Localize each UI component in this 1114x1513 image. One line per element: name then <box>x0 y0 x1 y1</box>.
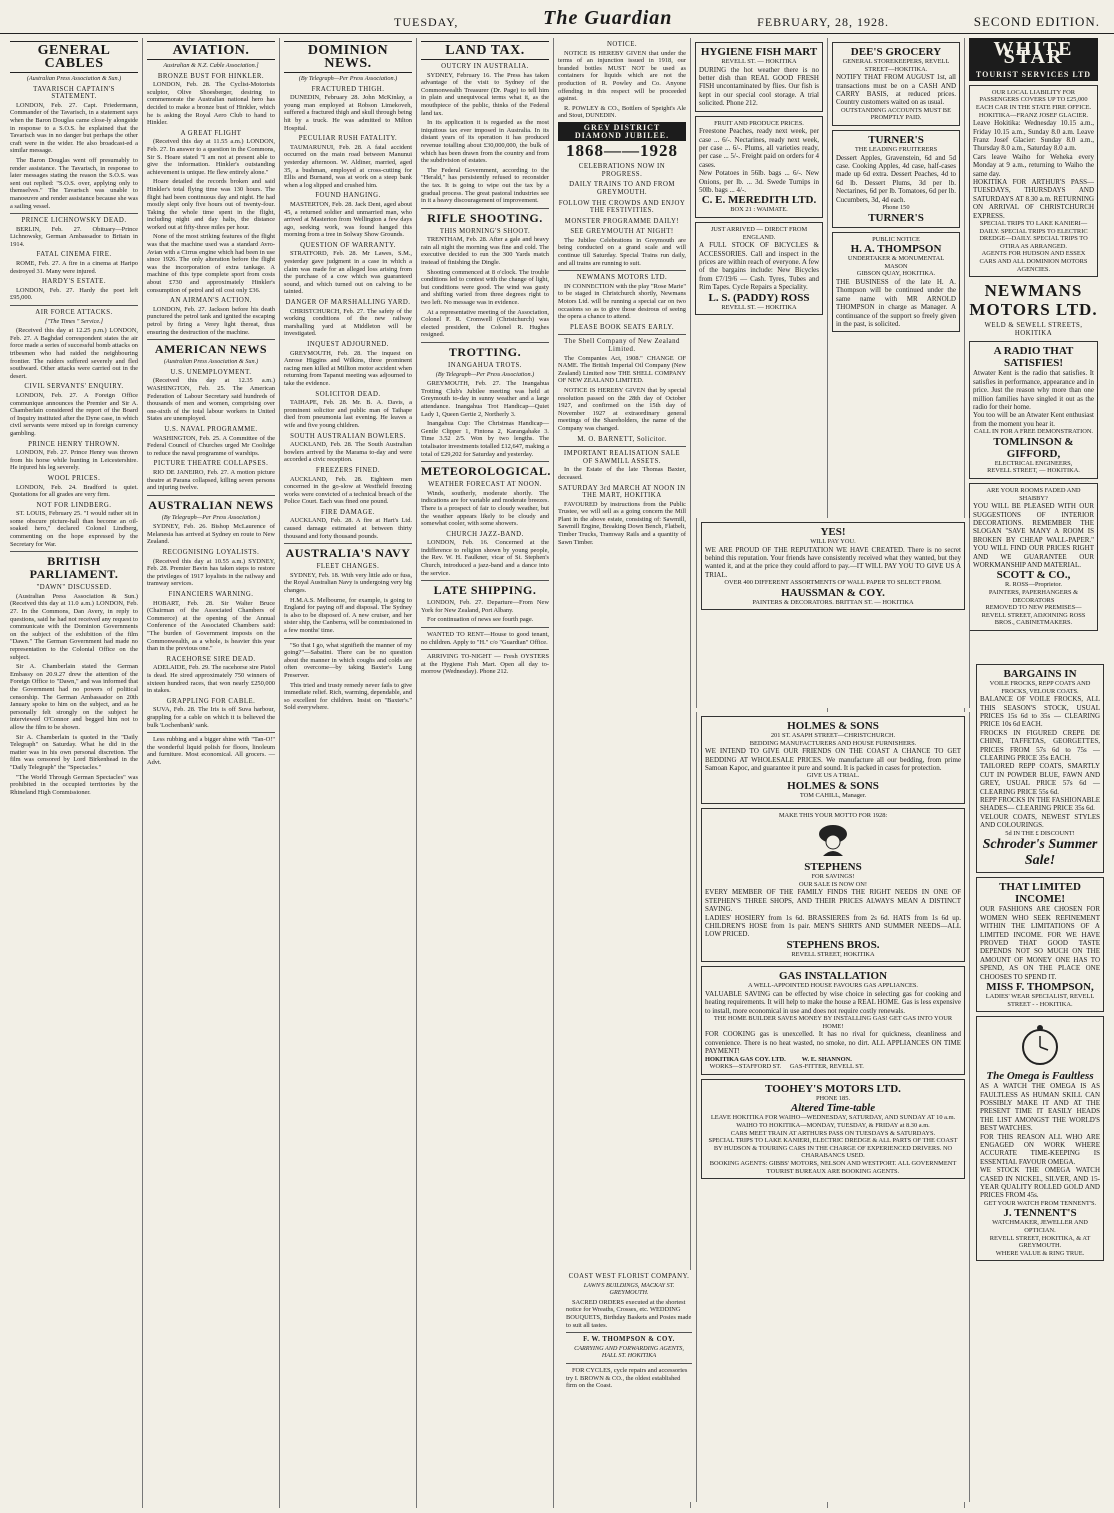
headline: INQUEST ADJOURNED. <box>307 341 389 348</box>
advert-text: "So that I go, what signifieth the manner of my going?"—Sabatini. There can be no question about the manner in which coughs and colds are often overcome—by taking Baxter's Lung Preserver. <box>284 641 412 679</box>
credit: ["The Times " Service.] <box>44 317 104 325</box>
article-text: TAIHAPE, Feb. 28. Mr. B. A. Davis, a prominent solicitor and public man of Taihape died from pneumonia last evening. He leaves a wife and five young children. <box>284 399 412 429</box>
advert-subtitle: PAINTERS, PAPERHANGERS & DECORATORS <box>988 589 1079 604</box>
advert-title: F. W. THOMPSON & COY. <box>583 1336 675 1344</box>
advert-body: BALANCE OF VOILE FROCKS, ALL THIS SEASON'S STOCK, USUAL PRICES 15s 6d to 35s — CLEARING PRICE 10s 6d EACH. <box>980 695 1100 729</box>
advert-body: Dessert Apples, Gravenstein, 6d and 5d case. Cooking Apples, 4d case, half-cases made up 6d extra. Dessert Peaches, 4d to 6d lb. Dessert Plums, 3d per lb. Nectarines, 6d per lb. Tomatoes, 6d per lb. Cucumbers, 3d, 4d each. <box>836 153 956 204</box>
advert-body: You too will be an Atwater Kent enthusiast from the moment you hear it. <box>973 411 1094 428</box>
advert-subtitle: WORKS—STAFFORD ST. <box>709 1063 782 1071</box>
advert-subtitle: A WELL-APPOINTED HOUSE FAVOURS GAS APPLIANCES. <box>747 982 919 990</box>
article-text: Inangahua Cup: The Christmas Handicap—Gentle Clipper 1, Fintona 2, Karangahake 3. Time 3.52 2/5. Won by two lengths. The totalisator investments totalled £12,647, making a total of £29,202 for Saturday and yesterday. <box>421 420 549 458</box>
advert-title: THAT LIMITED INCOME! <box>999 881 1081 906</box>
advert-subtitle: REMOVED TO NEW PREMISES— REVELL STREET, ADJOINING ROSS BROS., CABINETMAKERS. <box>981 604 1086 627</box>
advert-body: AGENTS FOR HUDSON AND ESSEX CARS AND ALL DOMINION MOTORS AGENCIES. <box>979 250 1088 273</box>
white-star-subtitle: TOURIST SERVICES LTD <box>969 69 1098 81</box>
notice-text: FAVOURED by instructions from the Public Trustee, we will sell as a going concern the Mill Plant in the above estate, consisting of: Sawmill, Sawmill Engine, Breaking Down Bench, Flatbelt, Timber Trucks, Tramway Rails and a quantity of Sawn Timber. <box>558 500 686 546</box>
advert-subtitle: REVELL STREET, HOKITIKA, & AT GREYMOUTH. <box>989 1234 1091 1250</box>
advert-call-to-action: CALL IN FOR A FREE DEMONSTRATION. <box>973 428 1094 436</box>
article-text: SYDNEY, Feb. 26. Bishop McLaurence of Melanesia has arrived at Sydney en route to New Zealand. <box>147 523 275 546</box>
advert-call-to-action: GET YOUR WATCH FROM TENNENT'S. <box>983 1199 1097 1207</box>
masthead-edition: SECOND EDITION. <box>973 14 1100 29</box>
advert-body: HOKITIKA FOR ARTHUR'S PASS—TUESDAYS, THURSDAYS AND SATURDAYS AT 8.30 a.m. RETURNING ON ARRIVAL OF CHRISTCHURCH EXPRESS. <box>973 178 1094 220</box>
article-text: Shooting commenced at 8 o'clock. The trouble conditions led to contest with the change of light, but conditions were good. The wind was gusty and shifting varied from three degrees right to two left. No message was in evidence. <box>421 268 549 307</box>
section-title: BRITISH PARLIAMENT. <box>29 554 119 582</box>
article-text: LONDON, Feb. 27. Capt. Friedermann, Commander of the Tavarisch, in a statement says when the Baron Douglas came close-ly alongside in response to a S.O.S. he explained that the Tavarisch was in no danger but perhaps the other craft were in the wider. He also broadcast-ed a similar message. <box>10 101 138 155</box>
advert-gas-installation <box>701 966 965 1074</box>
headline: IMPORTANT REALISATION SALE OF SAWMILL ASSETS. <box>563 450 681 465</box>
headline: PICTURE THEATRE COLLAPSES. <box>153 460 269 468</box>
advert-body: WE STOCK THE OMEGA WATCH CASED IN NICKEL, SILVER, AND 15-YEAR QUALITY ROLLED GOLD AND PRICES FROM 45s. <box>980 1166 1100 1200</box>
advert-title: HYGIENE FISH MART <box>700 46 818 58</box>
article-text: WASHINGTON, Feb. 25. A Committee of the Federal Council of Churches urged Mr Coolidge to reduce the naval programme of warships. <box>147 434 275 457</box>
advert-title: Schroder's Summer Sale! <box>982 837 1098 869</box>
headline: BRONZE BUST FOR HINKLER. <box>157 72 265 80</box>
advert-haussman <box>701 522 965 610</box>
jubilee-banner: GREY DISTRICT DIAMOND JUBILEE. <box>558 122 686 141</box>
advert-motto: MAKE THIS YOUR MOTTO FOR 1928: <box>778 811 888 819</box>
advert-subtitle: THE LEADING FRUITERERS <box>854 146 938 153</box>
advert-signature: W. E. SHANNON. <box>801 1055 852 1063</box>
headline: QUESTION OF WARRANTY. <box>300 241 396 249</box>
headline: FRACTURED THIGH. <box>311 85 385 93</box>
gas-signatures <box>705 1056 961 1071</box>
headline: TAVARISCH CAPTAIN'S STATEMENT. <box>33 85 115 101</box>
article-text: LONDON, Feb. 27. Departure—From New York for New Zealand, Port Albany. <box>421 599 549 614</box>
headline: INANGAHUA TROTS. <box>448 362 522 369</box>
headline: U.S. NAVAL PROGRAMME. <box>164 425 258 433</box>
advert-timetable: LEAVE HOKITIKA FOR WAIHO—WEDNESDAY, SATURDAY, AND SUNDAY AT 10 a.m. <box>710 1114 956 1122</box>
article-text: For continuation of news see fourth page. <box>427 616 534 624</box>
advert-title: FRUIT AND PRODUCE PRICES. <box>714 119 804 127</box>
advert-bicycles <box>695 222 823 315</box>
headline: SOLICITOR DEAD. <box>315 390 381 398</box>
column-dominion-news <box>280 38 417 1508</box>
column-land-tax <box>417 38 554 1508</box>
column-right-adverts <box>972 660 1108 1502</box>
article-text: LONDON, Feb. 28. The Cyclist-Motorists sculptor, Olive Shoesberger, desiring to commemorate the Australian national hero has decided to make a bronze bust of Hinkler, which he is asking the Royal Aero Club to hand to Hinkler. <box>147 81 275 127</box>
advert-body: DURING the hot weather there is no better dish than REAL GOOD FRESH FISH uncontaminated by flies. Our fish is kept in our special cool storage. A trial solicited. Phone 212. <box>699 65 819 108</box>
advert-subtitle: BOX 21 : WAIMATE. <box>730 206 788 214</box>
advert-call-to-action: GIVE US A TRIAL. <box>806 772 860 780</box>
advert-stephens <box>701 808 965 963</box>
advert-signature: HOLMES & SONS <box>787 780 879 792</box>
advert-text: Less rubbing and a bigger shine with "Tan-O!" the wonderful liquid polish for floors, linoleum and furniture. Most economical. All grocers. —Advt. <box>147 736 275 766</box>
headline: NOT FOR LINDBERG. <box>36 501 112 509</box>
headline: AIR FORCE ATTACKS. <box>35 309 113 317</box>
advert-dees-grocery <box>832 42 960 126</box>
advert-tooheys-motors <box>701 1079 965 1179</box>
article-text: LONDON, Feb. 27. Hardy the poet left £95,000. <box>10 286 138 302</box>
section-title: AUSTRALIA'S NAVY <box>285 546 411 561</box>
advert-body: LADIES' HOSIERY from 1s 6d. BRASSIERES from 2s 6d. HATS from 1s 6d up. CHILDREN'S HOSE from 1s pair. MEN'S SHIRTS AND SUMMER NEEDS—ALL LOW PRICED. <box>705 913 961 939</box>
credit: (By Telegraph—Per Press Association.) <box>298 75 398 82</box>
article-text: LONDON, Feb. 27. Jackson before his death punctured the petrol tank and ignited the escaping petrol by firing a Verey light thereat, thus ensuring the destruction of the machine. <box>147 305 275 336</box>
advert-body: VALUABLE SAVING can be effected by wise choice in selecting gas for cooking and heating requirements. It will help to make the house a REAL HOME. Gas is less expensive to install, more economical in use and does not require costly renewals. <box>705 990 961 1015</box>
advert-title: TURNER'S <box>868 134 924 146</box>
advert-body: EVERY MEMBER OF THE FAMILY FINDS THE RIGHT NEEDS IN ONE OF STEPHEN'S THREE SHOPS, AND THEIR PRICES ALWAYS MEAN A DISTINCT SAVING. <box>705 888 961 914</box>
article-text: AUCKLAND, Feb. 28. The South Australian bowlers arrived by the Marama to-day and were accorded a civic reception. <box>284 441 412 464</box>
advert-title: A RADIO THAT SATISFIES! <box>993 345 1074 370</box>
advert-subtitle: GENERAL STOREKEEPERS, REVELL STREET—HOKITIKA. <box>842 58 950 73</box>
advert-subtitle: WATCHMAKER, JEWELLER AND OPTICIAN. <box>992 1219 1088 1234</box>
article-text: CHRISTCHURCH, Feb. 27. The safety of the working conditions of the new railway marshalling yard at Middleton will be investigated. <box>284 307 412 338</box>
advert-phone: Phone 150 <box>882 204 910 212</box>
advert-body: Freestone Peaches, ready next week, per case ... 6/-. Nectarines, ready next week, per case ... 6/-. Plums, all varieties ready, per case ... 5/-. Freight paid on orders for 4 cases. <box>699 127 819 169</box>
advert-body: Cars leave Waiho for Weheka every Monday at 9 a.m., returning to Waiho the same day. <box>973 152 1094 178</box>
advert-body: FOR CYCLES, cycle repairs and accessories try I. BROWN & CO., the oldest established firm on the Coast. <box>566 1366 688 1390</box>
article-text: (Received this day at 11.55 a.m.) LONDON, Feb. 27. In answer to a question in the Commons, Sir S. Hoare stated "I am not at present able to give the information. Hinkler's outstanding achievement is unique. He flew entirely alone." <box>147 138 275 176</box>
advert-subtitle: WILL PAY YOU. <box>810 538 856 545</box>
advert-body: THE BUSINESS of the late H. A. Thompson will be continued under the same name with MR ARNOLD THOMPSON in charge as Manager. A continuance of the support so freely given in the past, is solicited. <box>836 278 956 329</box>
masthead-title: The Guardian <box>543 7 673 29</box>
advert-timetable: CARS MEET TRAIN AT ARTHURS PASS ON TUESDAYS & SATURDAYS. <box>730 1129 936 1137</box>
advert-title: DEE'S GROCERY <box>850 46 942 58</box>
article-text: AUCKLAND, Feb. 28. A fire at Hart's Ltd. caused damage estimated at between thirty thousand and forty thousand pounds. <box>284 517 412 540</box>
column-aviation <box>143 38 280 1508</box>
headline: The Shell Company of New Zealand Limited. <box>564 338 680 353</box>
headline: A GREAT FLIGHT <box>180 129 242 137</box>
article-text: Winds, southerly, moderate shortly. The indications are for variable and moderate breezes. There is a prospect of fair to cloudy weather, but the weather appears likely to be cloudy and somewhat cooler, with some showers. <box>421 489 549 528</box>
white-star-logo: WHITE STAR <box>969 38 1098 69</box>
classified-ad: ARRIVING TO-NIGHT — Fresh OYSTERS at the Hygiene Fish Mart. Open all day to-morrow (Wednesday). Phone 212. <box>421 653 549 676</box>
lady-hat-icon <box>705 822 961 858</box>
advert-body: OUR FASHIONS ARE CHOSEN FOR WOMEN WHO SEEK REFINEMENT WITHIN THE LIMITATIONS OF A LIMITED INCOME. FOR WE HAVE PROVED THAT GOOD TASTE DEPENDS NOT SO MUCH ON THE AMOUNT OF MONEY ONE HAS TO SPEND, AS ON THE PLACE ONE CHOOSES TO SPEND IT. <box>980 905 1100 981</box>
advert-signature: HOKITIKA GAS COY. LTD. <box>705 1055 786 1063</box>
advert-slogan: WHERE VALUE & RING TRUE. <box>995 1249 1085 1257</box>
advert-title: SCOTT & CO., <box>996 569 1071 582</box>
advert-title: YES! <box>820 526 846 538</box>
notice-line: PLEASE BOOK SEATS EARLY. <box>569 323 675 331</box>
masthead <box>0 0 1114 34</box>
article-text: TAUMARUNUI, Feb. 28. A fatal accident occurred on the main road between Manunui yesterday afternoon. W. Aldiner, married, aged 35, a bushman, employed at cross-cutting for Ellis and Burnand, was at work on a steep bank when a log slipped and crushed him. <box>284 143 412 189</box>
section-title: LATE SHIPPING. <box>433 583 537 598</box>
article-text: RIO DE JANEIRO, Feb. 27. A motion picture theatre at Parana collapsed, killing seven persons and injuring twelve. <box>147 468 275 492</box>
advert-signature: L. S. (PADDY) ROSS <box>708 291 810 304</box>
advert-signature: TOMLINSON & GIFFORD, <box>993 435 1074 460</box>
section-title: LAND TAX. <box>421 41 549 60</box>
article-text: LONDON, Feb. 16. Concerned at the indifference to religion shown by young people, the Rev. W. H. Faulkner, vicar of St. Stephen's Church, introduced a jazz-band and a dance into the service. <box>421 539 549 577</box>
advert-subtitle: GAS-FITTER, REVELL ST. <box>789 1063 864 1071</box>
headline: PRINCE HENRY THROWN. <box>28 440 120 448</box>
advert-ha-thompson <box>832 232 960 333</box>
advert-subtitle: Altered Time-table <box>790 1102 876 1115</box>
advert-subtitle: BEDDING MANUFACTURERS AND HOUSE FURNISHERS. <box>749 739 917 747</box>
section-title: GENERAL CABLES <box>10 41 138 73</box>
headline: CIVIL SERVANTS' ENQUIRY. <box>24 383 124 391</box>
advert-subtitle: GIBSON QUAY, HOKITIKA. <box>856 270 936 278</box>
article-text: TRENTHAM, Feb. 28. After a gale and heavy rain all night the morning was fine and cold. The executive decided to run the 300 Yards match instead of finishing the Dingle. <box>421 236 549 267</box>
advert-question: ARE YOUR ROOMS FADED AND SHABBY? <box>986 487 1081 502</box>
advert-title: GAS INSTALLATION <box>778 970 888 983</box>
jubilee-line: SEE GREYMOUTH AT NIGHT! <box>570 228 674 236</box>
advert-title: BARGAINS IN <box>1003 668 1077 680</box>
advert-title: TURNER'S <box>868 211 924 224</box>
advert-heading: PUBLIC NOTICE <box>872 235 920 243</box>
advert-body: FROCKS IN FIGURED CREPE DE CHINE, TAFFETAS, GEORGETTES, PRICES FROM 57s 6d to 75s — CLEARING PRICE 35s EACH. <box>980 728 1100 763</box>
notice-text: IN CONNECTION with the play "Rose Marie" to be staged in Christchurch shortly, Newmans Motors Ltd. will be running a special car on two occasions so as to give those desirous of seeing the opera a chance to attend. <box>558 282 686 321</box>
credit: (Australian Press Association & Sun.) <box>26 75 122 82</box>
article-text: AUCKLAND, Feb. 28. Eighteen men concerned in the go-slow at Westfield freezing works were convicted of a technical breach of the Police Court. Each was fined one pound. <box>284 475 412 506</box>
advert-body: REPP FROCKS IN THE FASHIONABLE SHADES— CLEARING PRICE 35s 6d. <box>980 796 1100 813</box>
advert-phone: PHONE 185. <box>815 1094 851 1102</box>
jubilee-line: DAILY TRAINS TO AND FROM GREYMOUTH. <box>569 181 675 196</box>
advert-subtitle: REVELL STREET, — HOKITIKA. <box>987 467 1080 475</box>
advert-body: WE INTEND TO GIVE OUR FRIENDS ON THE COAST A CHANCE TO GET BEDDING AT WHOLESALE PRICES. We manufacture all our bedding, from prime Samoan Kapoc, and guarantee it pure and sound. It is packed in cases for protection. <box>705 747 961 772</box>
article-text: SYDNEY, Feb. 18. With very little ado or fuss, the Royal Australian Navy is undergoing very big changes. <box>284 571 412 595</box>
watch-icon <box>980 1023 1100 1067</box>
advert-body: WE ARE PROUD OF THE REPUTATION WE HAVE CREATED. There is no secret behind this reputation. Your friends have consistently received what they wanted, but they wanted it, and at the price they could afford to pay.—IT WILL PAY YOU TO GIVE US A TRIAL. <box>705 545 961 579</box>
advert-body: A FULL STOCK OF BICYCLES & ACCESSORIES. Call and inspect in the prices are within reach of everyone. A few of the bargains include: New Bicycles from £7/19/6 — Cash. Tyres, Tubes and Rim Tapes. Cycle Repairs a Speciality. <box>699 241 819 292</box>
advert-body: Atwater Kent is the radio that satisfies. It satisfies in performance, appearance and in price. Just the reason why more than one million families have singled it out as the radio for their home. <box>973 369 1094 411</box>
credit: (By Telegraph—Per Press Association.) <box>161 513 261 521</box>
advert-body: NOTIFY THAT FROM AUGUST 1st, all transactions must be on a CASH AND CARRY BASIS, at reduced prices. Country customers waited on as usual. <box>836 73 956 107</box>
advert-title: STEPHENS <box>804 861 862 874</box>
advert-schroders <box>976 664 1104 873</box>
advert-title: NEWMANS MOTORS LTD. <box>969 281 1098 320</box>
advert-subtitle: UNDERTAKER & MONUMENTAL MASON <box>847 255 945 270</box>
article-text: H.M.A.S. Melbourne, for example, is going to England for paying off and disposal. The Sydney is also to be disposed of. A new cruiser, and her sister ship, the Canberra, will be commissioned in a few months' time. <box>284 596 412 634</box>
advert-title: TOOHEY'S MOTORS LTD. <box>765 1082 901 1095</box>
section-title: AMERICAN NEWS <box>154 342 268 357</box>
advert-signature: HAUSSMAN & COY. <box>781 586 885 599</box>
jubilee-line: CELEBRATIONS NOW IN PROGRESS. <box>578 163 666 178</box>
headline: WEATHER FORECAST AT NOON. <box>428 481 542 489</box>
article-text: Sir A. Chamberlain is quoted in the "Daily Telegraph" on Saturday. What he did in the matter was in his own personal discretion. The film was censored by Lord Birkenhead in the "Daily Telegraph" the "Spectacles." <box>10 733 138 771</box>
section-title: DOMINION NEWS. <box>284 41 412 73</box>
advert-timetable: Leave Hokitika: Wednesday 10.15 a.m., Friday 10.15 a.m., Sunday 8.0 a.m. Leave Franz Josef Glacier: Sunday 8.0 a.m., Thursday 8.0 a.m., Saturday 8.0 a.m. <box>973 119 1094 153</box>
article-text: LONDON, Feb. 24. Bradford is quiet. Quotations for all grades are very firm. <box>10 483 138 499</box>
advert-subtitle: FOR SAVINGS! <box>811 873 855 881</box>
notice-heading: NOTICE. <box>606 41 638 48</box>
advert-omega <box>976 1016 1104 1261</box>
article-text: ROME, Feb. 27. A fire in a cinema at Haripo destroyed 31. Many were injured. <box>10 260 138 275</box>
article-text: BERLIN, Feb. 27. Obituary—Prince Lichnowsky, German Ambassador to Britain in 1914. <box>10 225 138 248</box>
column-general-cables <box>6 38 143 1508</box>
advert-subtitle: ELECTRICAL ENGINEERS, <box>994 459 1073 467</box>
headline: DANGER OF MARSHALLING YARD. <box>285 299 411 307</box>
article-text: (Received this day at 10.55 a.m.) SYDNEY, Feb. 28. Premier Bavin has taken steps to restore the privileges of 1917 loyalists in the railway and tramway services. <box>147 557 275 588</box>
jubilee-years: 1868——1928 <box>566 141 678 161</box>
notice-text: The Companies Act, 1908." CHANGE OF NAME. The British Imperial Oil Company (New Zealand) Limited now THE SHELL COMPANY OF NEW ZEALAND LIMITED. <box>558 354 686 385</box>
section-title: AUSTRALIAN NEWS <box>148 497 274 512</box>
advert-body: SPECIAL TRIPS TO LAKE KANIERI, ELECTRIC DREDGE & ALL PARTS OF THE COAST BY HUDSON & TOURING CARS IN THE CHARGE OF EXPERIENCED DRIVERS. NO CHARABANCS USED. <box>708 1137 958 1160</box>
article-text: At a representative meeting of the Association, Colonel F. R. Cromwell (Christchurch) was elected president, the Colonel R. Hughes resigned. <box>421 308 549 339</box>
advert-subtitle: LADIES' WEAR SPECIALIST, REVELL STREET - - HOKITIKA. <box>985 992 1095 1008</box>
advert-route: HOKITIKA—FRANZ JOSEF GLACIER. <box>978 111 1089 119</box>
advert-signature: J. TENNENT'S <box>1003 1207 1077 1220</box>
headline: NEWMANS MOTORS LTD. <box>576 274 668 282</box>
section-title: RIFLE SHOOTING. <box>427 210 543 225</box>
bottom-notices-block <box>562 1270 696 1502</box>
headline: RACEHORSE SIRE DEAD. <box>166 655 256 663</box>
article-text: ADELAIDE, Feb. 29. The racehorse sire Pistol is dead. He sired approximately 750 winners of sixteen hundred races, that won nearly £250,000 in stakes. <box>147 664 275 695</box>
jubilee-text: The Jubilee Celebrations in Greymouth are being conducted on a grand scale and will continue till Saturday. Special Trains run daily, and all trains are running to suit. <box>558 236 686 267</box>
article-text: (Received this day at 12.25 p.m.) LONDON, Feb. 27. A Baghdad correspondent states the air force made a series of successful bomb attacks on tribesmen who had raided the neighbouring frontier. The raiders suffered severely and fled southward. Other attacks were carried out in the desert. <box>10 327 138 380</box>
headline: CHURCH JAZZ-BAND. <box>446 530 524 538</box>
article-text: STRATFORD, Feb. 28. Mr Lawes, S.M., yesterday gave judgment in a case in which a claim was made for an alleged loss arising from the purchase of a cow which was guaranteed sound, and which turned out on calving to be tainted. <box>284 250 412 296</box>
advert-body: OVER 400 DIFFERENT ASSORTMENTS OF WALL PAPER TO SELECT FROM. <box>724 579 942 587</box>
advert-subtitle: TOM CAHILL, Manager. <box>799 792 867 799</box>
article-text: Sir A. Chamberlain stated the German Embassy on 20.9.27 drew the attention of the Foreign Office to "Dawn," and was informed that the Government had no powers of political censorship. The German Ambassador on 20th January spoke to him on the subject, and as he personally felt strongly on the subject he interviewed O'Connor and begged him not to allow the film to be shown. <box>10 663 138 731</box>
advert-body: BOOKING AGENTS: GIBBS' MOTORS, NELSON AND WESTPORT. ALL GOVERNMENT TOURIST BUREAUX ARE BOOKING AGENTS. <box>709 1159 957 1175</box>
jubilee-line: FOLLOW THE CROWDS AND ENJOY THE FESTIVITIES. <box>558 199 686 215</box>
notice-line: SATURDAY 3rd MARCH AT NOON IN THE MART, HOKITIKA <box>558 484 686 500</box>
advert-body: SACRED ORDERS executed at the shortest notice for Wreaths, Crosses, etc. WEDDING BOUQUETS, Birthday Baskets and Posies made to suit all tastes. <box>566 1298 692 1329</box>
article-text: LONDON, Feb. 27. Prince Henry was thrown from his horse while hunting in Leicestershire. He injured his leg severely. <box>10 449 138 472</box>
advert-subtitle: CARRYING AND FORWARDING AGENTS, HALL ST. HOKITIKA <box>574 1344 684 1360</box>
advert-title: The Omega is Faultless <box>986 1070 1094 1083</box>
headline: RECOGNISING LOYALISTS. <box>162 549 260 557</box>
advert-scott-co <box>969 483 1098 631</box>
advert-turners <box>832 130 960 228</box>
article-text: ST. LOUIS, February 25. "I would rather sit in some obscure picture-hall than become an oil-soaked hero," declared Colonel Lindberg, commenting on the hope expressed by the Secretary for War. <box>10 510 138 548</box>
headline: FOUND HANGING. <box>315 192 381 200</box>
headline: U.S. UNEMPLOYMENT. <box>170 368 252 376</box>
headline: SOUTH AUSTRALIAN BOWLERS. <box>290 432 406 440</box>
advert-body: FOR COOKING gas is unexcelled. It has no rival for quickness, cleanliness and convenience. There is no heat wasted, no smoke, no dirt. ALL APPLIANCES ON TIME PAYMENT! <box>705 1030 961 1056</box>
advert-title: COAST WEST FLORIST COMPANY. <box>568 1273 690 1280</box>
article-text: GREYMOUTH, Feb. 27. The Inangahua Trotting Club's Jubilee meeting was held at Greymouth to-day in sunny weather and a large attendance. Inangahua Trot Handicap—Quiet Lady 1, Queen Gertie 2, Northerly 3. <box>421 380 549 418</box>
advert-fruit-produce <box>695 116 823 218</box>
advert-signature: STEPHENS BROS. <box>786 938 880 951</box>
wide-advert-block <box>696 712 970 1502</box>
yes-advert-block <box>696 518 970 708</box>
section-title: TROTTING. <box>448 345 522 359</box>
advert-body: FOR THIS REASON ALL WHO ARE ENGAGED ON WORK WHERE ACCURATE TIME-KEEPING IS ESSENTIAL FAVOUR OMEGA. <box>980 1132 1100 1166</box>
headline: OUTCRY IN AUSTRALIA. <box>441 63 529 70</box>
advert-signature: MISS F. THOMPSON, <box>986 980 1094 993</box>
headline: PECULIAR RUSH FATALITY. <box>298 135 398 143</box>
credit: (By Telegraph—Per Press Association.) <box>435 370 535 378</box>
advert-body: OUR LOCAL LIABILITY FOR PASSENGERS COVERS UP TO £25,000 EACH CAR IN THE STATE FIRE OFFICE. <box>975 88 1092 111</box>
jubilee-line: MONSTER PROGRAMME DAILY! <box>564 217 680 225</box>
headline: GRAPPLING FOR CABLE. <box>166 697 256 705</box>
advert-white-star <box>969 85 1098 277</box>
advert-subtitle: 201 ST. ASAPH STREET—CHRISTCHURCH. <box>770 732 896 739</box>
article-text: "The World Through German Spectacles" was prohibited in the occupied territories by the Rhineland High Commissioner. <box>10 773 138 796</box>
advert-radio <box>969 341 1098 479</box>
notice-text: NOTICE IS HEREBY GIVEN that by special resolution passed on the 28th day of October 1927, and confirmed on the 15th day of November 1927 at extraordinary general meetings of the Shareholders, the name of the Company was changed. <box>558 386 686 432</box>
headline: THIS MORNING'S SHOOT. <box>439 227 531 235</box>
credit: Australian & N.Z. Cable Association.] <box>163 62 259 69</box>
article-text: Hoare detailed the records broken and said Hinkler's total flying time was 130 hours. The flight had been continuous day and night. He had mostly slept only five hours out of twenty-four. Taking the whole time spent in the flight, including night and day halts, the distance worked out at fifty-three miles per hour. <box>147 178 275 231</box>
notice-text: In the Estate of the late Thomas Baxter, deceased. <box>558 466 686 481</box>
advert-subtitle: R. ROSS—Proprietor. <box>1005 581 1062 589</box>
notice-text: NOTICE IS HEREBY GIVEN that under the terms of an injunction issued in 1918, our branded bottles MUST NOT be used as containers for liquids which are not the production of R. Powley and Co. Anyone offending in this respect will be proceeded against. <box>558 49 686 103</box>
section-title: AVIATION. <box>147 41 275 60</box>
article-text: HOBART, Feb. 28. Sir Walter Bruce (Chairman of the Associated Chambers of Commerce) at the opening of the Annual Conference of the Associated Chambers said: "The burden of Government imposts on the Commonwealth, as a whole, is heavier this year than in the previous one." <box>147 599 275 653</box>
article-text: MASTERTON, Feb. 28. Jack Dent, aged about 45, a returned soldier and unmarried man, who arrived at Masterton from Wellington a few days ago, seeking work, was found hanged this morning from a tree in Solway Show Grounds. <box>284 200 412 239</box>
headline: HARDY'S ESTATE. <box>41 278 107 286</box>
advert-timetable: WAIHO TO HOKITIKA—MONDAY, TUESDAY, & FRIDAY at 8.30 a.m. <box>736 1122 930 1129</box>
article-text: (Received this day at 12.35 a.m.) WASHINGTON, Feb. 25. The American Federation of Labour Secretary said hundreds of thousands of men and women, comprising over one-sixth of the total labour workers in United States are unemployed. <box>147 377 275 423</box>
advert-discount: 5d IN THE £ DISCOUNT! <box>1005 829 1075 837</box>
article-text: (Australian Press Association & Sun.) (Received this day at 11.0 a.m.) LONDON, Feb. 27. In the Commons, Dan Avery, in reply to questions, said he had not received any request to communicate with the Dominion Governments on the subject of the exhibition of the film "Dawn." The German Government had made no representation to the Colonial Office on the subject. <box>10 592 138 661</box>
advert-body: OUTSTANDING ACCOUNTS MUST BE PROMPTLY PAID. <box>841 106 951 122</box>
advert-body: New Potatoes in 56lb. bags ... 6/-. New Onions, per lb. ... 3d. Swede Turnips in 50lb. bags ... 4/-. <box>699 169 819 195</box>
advert-subtitle: LAWN'S BUILDINGS, MACKAY ST. GREYMOUTH. <box>583 1281 675 1297</box>
advert-body: YOU WILL BE PLEASED WITH OUR SUGGESTIONS OF INTERIOR DECORATIONS. REMEMBER THE SLOGAN "SAVE MANY A ROOM IS BROKEN BY CHEAP WALL-PAPER." YOU WILL FIND OUR PRICES RIGHT AND WE GUARANTEE OUR WORKMANSHIP AND MATERIAL. <box>973 502 1094 570</box>
advert-title: H. A. THOMPSON <box>850 243 942 256</box>
advert-body: THE HOME BUILDER SAVES MONEY BY INSTALLING GAS! GET GAS INTO YOUR HOME! <box>713 1015 953 1030</box>
headline: PRINCE LICHNOWSKY DEAD. <box>21 217 127 225</box>
classified-ad: WANTED TO RENT—House to good tenant, no children. Apply to "H." c/o "Guardian" Office. <box>421 631 549 646</box>
advert-title: HOLMES & SONS <box>787 720 879 732</box>
article-text: GREYMOUTH, Feb. 28. The inquest on Anrose Higgins and Wilkins, three prominent racing men killed at Millton motor accident when returning from Tapanui meeting was adjourned to take the evidence. <box>284 349 412 387</box>
headline: FINANCIERS WARNING. <box>168 591 254 599</box>
masthead-date: FEBRUARY, 28, 1928. <box>757 15 889 29</box>
article-text: In its application it is regarded as the most iniquitous tax ever imposed in Australia. In its distant years of its operation it has produced revenue totalling about £30,000,000, the bulk of which has been drawn from the country and from the subdivision of estates. <box>421 119 549 165</box>
advert-body: TAILORED REPP COATS, SMARTLY CUT IN POWDER BLUE, FAWN AND GREY, USUAL PRICE 57s 6d — CLEARING PRICE 55s 6d. <box>980 762 1100 796</box>
article-text: DUNEDIN, February 28. John McKinlay, a young man employed at Robson Limekoveh, suffered a fractured thigh and skull through being hit by a truck. He was admitted to Milton Hospital. <box>284 94 412 132</box>
advert-subtitle: REVELL STREET, HOKITIKA <box>791 950 875 958</box>
notice-signature: R. POWLEY & CO., Bottlers of Speight's Ale and Stout, DUNEDIN. <box>558 104 686 120</box>
advert-sale: OUR SALE IS NOW ON! <box>798 880 868 888</box>
article-text: The Federal Government, according to the "Herald," has persistently refused to reconsider the tax. It is going to wipe out the tax by a gradual process. The great pastoral industries see in it a heavy discouragement of improvement. <box>421 166 549 205</box>
article-text: SYDNEY, February 16. The Press has taken advantage of the visit to Sydney of the Commonwealth Treasurer (Dr. Page) to tell him in plain and unequivocal terms what it, as the mouthpiece of the public, thinks of the Federal land tax. <box>421 71 549 117</box>
advert-title: JUST ARRIVED — DIRECT FROM ENGLAND. <box>710 226 808 241</box>
notice-signature: M. O. BARNETT, Solicitor. <box>577 435 667 443</box>
article-text: LONDON, Feb. 27. A Foreign Office communique announces the Premier and Sir A. Chamberlain considered the report of the Board of Inquiry instituted after the Dyne case, in which civil servants were mixed up in foreign currency gambling. <box>10 391 138 437</box>
headline: WOOL PRICES. <box>47 474 101 482</box>
advert-signature: C. E. MEREDITH LTD. <box>701 194 817 207</box>
advert-subtitle: PAINTERS & DECORATORS. BRITTAN ST. — HOKITIKA <box>752 598 914 606</box>
masthead-day: TUESDAY, <box>394 15 459 29</box>
article-text: The Baron Douglas went off presumably to render assistance. The Tavarisch, in response to later messages stating the reason the S.O.S. was sent out replied: "S.O.S. over, applying only to themselves." The Tavarisch was unable to manoeuvre and render assistance because she was a sailing vessel. <box>10 156 138 210</box>
advert-hygiene-fish-mart <box>695 42 823 112</box>
advert-subtitle: REVELL ST. — HOKITIKA <box>721 58 797 65</box>
advert-subtitle: WELD & SEWELL STREETS, HOKITIKA <box>984 322 1083 337</box>
advert-subtitle: REVELL ST. — HOKITIKA <box>721 303 797 311</box>
headline: FIRE DAMAGE. <box>321 508 375 516</box>
headline: AN AIRMAN'S ACTION. <box>170 297 252 305</box>
advert-holmes-sons <box>701 716 965 804</box>
section-title: METEOROLOGICAL. <box>421 464 551 479</box>
advert-body: AS A WATCH THE OMEGA IS AS FAULTLESS AS HUMAN SKILL CAN POSSIBLY MAKE IT AND AT THE PRESENT TIME IT EASILY HEADS THE LIST AMONGST THE WORLD'S BEST WATCHES. <box>980 1082 1100 1133</box>
advert-subtitle: VOILE FROCKS, REPP COATS AND FROCKS, VELOUR COATS. <box>989 680 1091 695</box>
advert-miss-thompson <box>976 877 1104 1012</box>
credit: (Australian Press Association & Sun.) <box>163 358 259 366</box>
headline: FATAL CINEMA FIRE. <box>36 251 112 259</box>
article-text: None of the most striking features of the flight was that the machine used was a standard Avro-Avian with a Cirrus engine which had been in use since 1926. The only alteration before the flight was the incorporation of extra tankage. A machine of this type complete sport from costs about £730 and approximately Hinkler's consumption of petrol and oil cost only £36. <box>147 233 275 294</box>
headline: "DAWN" DISCUSSED. <box>36 584 112 592</box>
advert-text: This tried and trusty remedy never fails to give immediate relief. Rich, warming, dependable, and so excellent for children. Insist on "Baxter's." Sold everywhere. <box>284 681 412 712</box>
advert-body: SPECIAL TRIPS TO LAKE KANIERI—DAILY. SPECIAL TRIPS TO ELECTRIC DREDGE—DAILY. SPECIAL TRIPS TO OTIRA AS ARRANGED. <box>979 220 1088 250</box>
advert-body: VELOUR COATS, NEWEST STYLES AND COLOURINGS. <box>980 812 1100 830</box>
headline: FLEET CHANGES. <box>316 563 380 571</box>
article-text: SUVA, Feb. 28. The Iris is off Suva harbour, grappling for a cable on which it is believed the bulk 'Lochenbank' sank. <box>147 706 275 729</box>
headline: FREEZERS FINED. <box>315 466 381 474</box>
